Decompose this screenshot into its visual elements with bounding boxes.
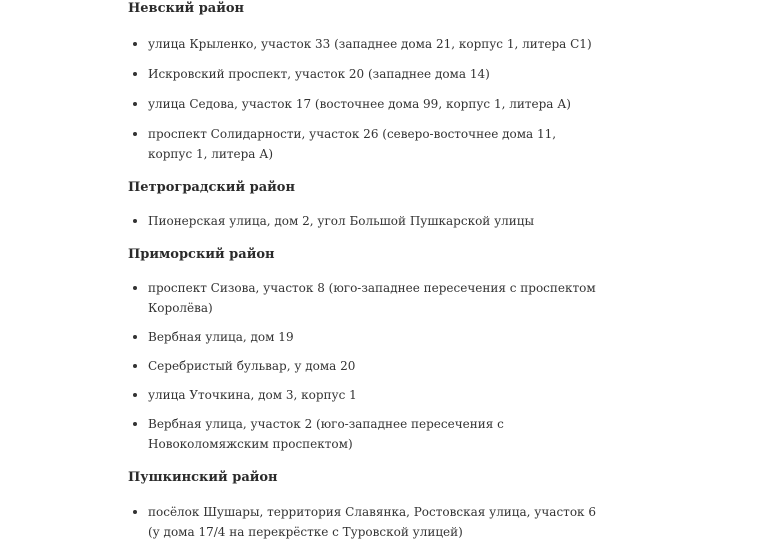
list-item [128,356,598,376]
bullet-icon [133,510,137,514]
district-heading: Пушкинский район [128,470,278,485]
bullet-icon [133,219,137,223]
address-text: Искровский проспект, участок 20 (западнее дома 14) [148,67,490,81]
address-text: Вербная улица, дом 19 [148,330,294,344]
district-heading: Петроградский район [128,180,295,195]
district-heading: Невский район [128,1,245,16]
bullet-icon [133,364,137,368]
bullet-icon [133,132,137,136]
bullet-icon [133,335,137,339]
list-item [128,211,598,231]
address-text: Пионерская улица, дом 2, угол Большой Пушкарской улицы [148,214,535,228]
list-item [128,278,598,318]
bullet-icon [133,42,137,46]
address-text: посёлок Шушары, территория Славянка, Ростовская улица, участок 6 (у дома 17/4 на перекрёстке с Туровской улицей) [148,505,596,539]
address-list [128,502,598,542]
district-section-nevsky [128,0,598,164]
bullet-icon [133,102,137,106]
address-text: проспект Сизова, участок 8 (юго-западнее пересечения с проспектом Королёва) [148,281,596,315]
district-section-pushkinsky [128,469,598,542]
address-list [128,278,598,454]
address-text: улица Седова, участок 17 (восточнее дома 99, корпус 1, литера А) [148,97,571,111]
address-list [128,34,598,164]
list-item [128,94,598,114]
address-text: проспект Солидарности, участок 26 (северо-восточнее дома 11, корпус 1, литера А) [148,127,557,161]
bullet-icon [133,72,137,76]
district-section-primorsky [128,246,598,454]
list-item [128,502,598,542]
list-item [128,414,598,454]
address-list [128,211,598,231]
list-item [128,64,598,84]
district-section-petrogradsky [128,179,598,231]
list-item [128,34,598,54]
bullet-icon [133,393,137,397]
address-text: улица Уточкина, дом 3, корпус 1 [148,388,357,402]
address-text: Серебристый бульвар, у дома 20 [148,359,356,373]
address-text: Вербная улица, участок 2 (юго-западнее пересечения с Новоколомяжским проспектом) [148,417,504,451]
bullet-icon [133,422,137,426]
list-item [128,124,598,164]
address-text: улица Крыленко, участок 33 (западнее дома 21, корпус 1, литера С1) [148,37,592,51]
article-content [128,0,598,542]
list-item [128,385,598,405]
bullet-icon [133,286,137,290]
list-item [128,327,598,347]
district-heading: Приморский район [128,247,275,262]
